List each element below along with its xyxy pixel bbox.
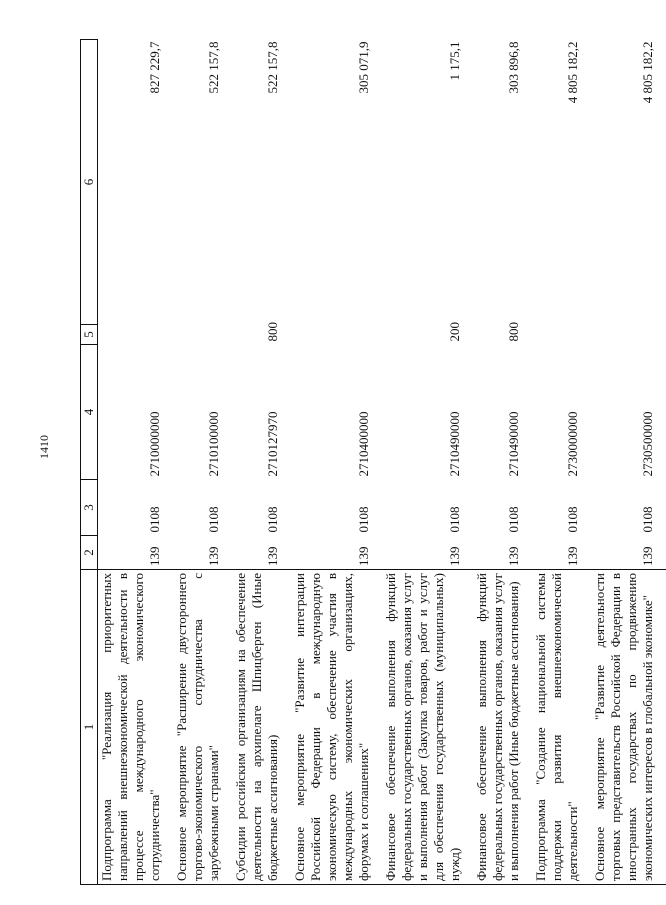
row-code-2: 139 [206, 546, 221, 566]
row-code-5 [291, 325, 382, 345]
row-code-4: 2710400000 [356, 411, 371, 477]
row-name: Подпрограмма "Реализация приоритетных направлений внешнеэкономической деятельности в процессе международного экономического сотрудничества" [98, 570, 174, 885]
row-code-3: 0108 [565, 506, 580, 533]
row-code-2: 139 [506, 546, 521, 566]
row-code-3: 0108 [356, 506, 371, 533]
row-code-3: 0108 [447, 506, 462, 533]
row-name: Финансовое обеспечение выполнения функций федеральных государственных органов, оказания услуг и выполнения работ (Закупка товаров, работ и услуг для обеспечения государственных (муниципальных) нужд) [382, 570, 473, 885]
row-code-5: 800 [265, 322, 280, 342]
row-name: Основное мероприятие "Развитие деятельности торговых представительств Российской Федерации в иностранных государствах по продвижению экономических интересов в глобальной экономике" [591, 570, 666, 885]
budget-table-sheet [80, 40, 655, 885]
table-row [473, 40, 532, 885]
table-row [173, 40, 232, 885]
row-amount: 1 175,1 [447, 41, 462, 81]
row-amount: 522 157,8 [265, 41, 280, 94]
row-name: Подпрограмма "Создание национальной системы поддержки развития внешнеэкономической деятельности" [532, 570, 591, 885]
row-amount: 305 071,9 [356, 41, 371, 94]
row-code-2: 139 [565, 546, 580, 566]
row-amount: 522 157,8 [206, 41, 221, 94]
column-header-5: 5 [81, 325, 98, 345]
table-header-row [81, 40, 98, 885]
table-row [232, 40, 291, 885]
page-number: 1410 [37, 435, 51, 459]
row-code-5 [591, 325, 666, 345]
table-row [382, 40, 473, 885]
row-name: Финансовое обеспечение выполнения функций федеральных государственных органов, оказания услуг и выполнения работ (Иные бюджетные ассигнования) [473, 570, 532, 885]
row-code-4: 2710100000 [206, 411, 221, 477]
table-row [591, 40, 666, 885]
row-code-4: 2710000000 [147, 411, 162, 477]
row-amount: 4 805 182,2 [565, 41, 580, 104]
table-row [291, 40, 382, 885]
column-header-1: 1 [81, 570, 98, 885]
row-code-3: 0108 [265, 506, 280, 533]
row-code-2: 139 [356, 546, 371, 566]
row-code-5: 800 [506, 322, 521, 342]
row-code-2: 139 [447, 546, 462, 566]
row-code-5: 200 [447, 322, 462, 342]
row-code-5 [532, 325, 591, 345]
row-code-2: 139 [640, 546, 655, 566]
row-code-3: 0108 [147, 506, 162, 533]
row-code-4: 2710490000 [506, 411, 521, 477]
row-amount: 303 896,8 [506, 41, 521, 94]
row-code-3: 0108 [206, 506, 221, 533]
table-row [532, 40, 591, 885]
row-name: Субсидии российским организациям на обеспечение деятельности на архипелаге Шпицберген (Иные бюджетные ассигнования) [232, 570, 291, 885]
row-code-5 [173, 325, 232, 345]
row-code-3: 0108 [640, 506, 655, 533]
row-code-4: 2710127970 [265, 411, 280, 477]
column-header-4: 4 [81, 345, 98, 480]
column-header-2: 2 [81, 536, 98, 570]
row-name: Основное мероприятие "Расширение двустороннего торгово-экономического сотрудничества с зарубежными странами" [173, 570, 232, 885]
row-amount: 827 229,7 [147, 41, 162, 94]
row-code-4: 2730500000 [640, 411, 655, 477]
row-code-4: 2730000000 [565, 411, 580, 477]
column-header-6: 6 [81, 40, 98, 325]
table-row [98, 40, 174, 885]
row-name: Основное мероприятие "Развитие интеграции Российской Федерации в международную экономическую систему, обеспечение участия в международных экономических организациях, форумах и соглашениях" [291, 570, 382, 885]
row-code-5 [98, 325, 174, 345]
budget-table [80, 39, 666, 885]
column-header-3: 3 [81, 480, 98, 536]
row-amount: 4 805 182,2 [640, 41, 655, 104]
row-code-4: 2710490000 [447, 411, 462, 477]
row-code-2: 139 [147, 546, 162, 566]
row-code-3: 0108 [506, 506, 521, 533]
row-code-2: 139 [265, 546, 280, 566]
